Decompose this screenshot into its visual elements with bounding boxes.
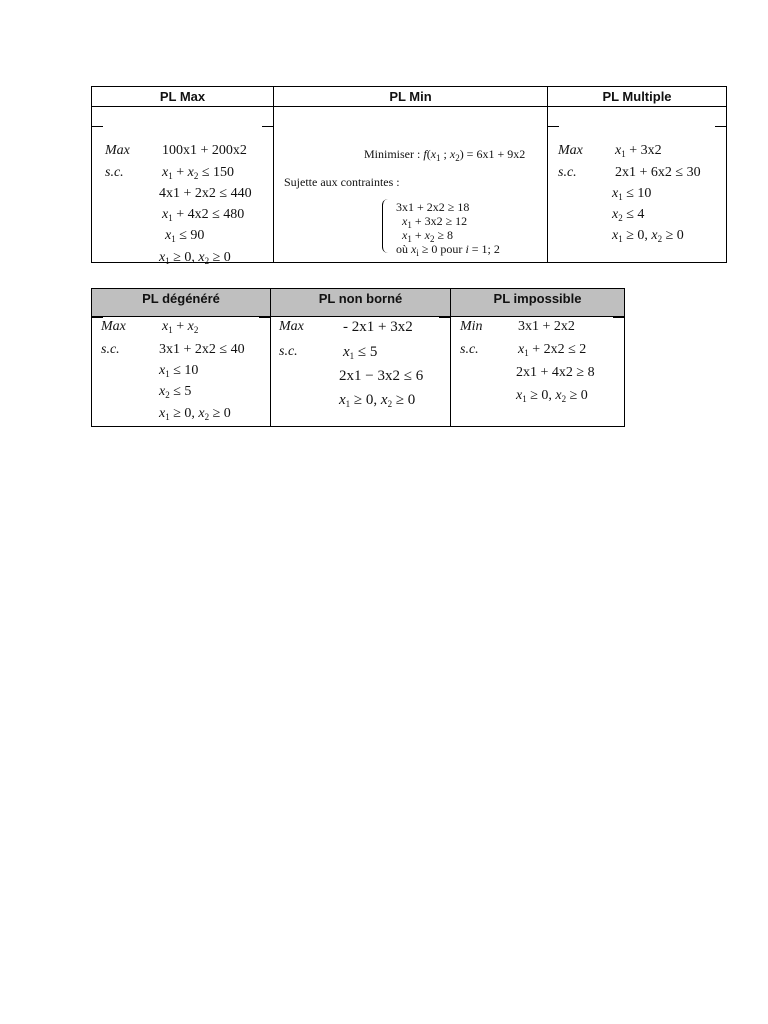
constraint: $x_1 \le 10$ — [159, 363, 199, 379]
header-pl-min: PL Min — [274, 87, 548, 107]
corner-tick — [262, 126, 274, 127]
content-row — [92, 317, 625, 427]
constraint: $x_1 \ge 0$, $x_2 \ge 0$ — [159, 250, 231, 266]
header-pl-degenere: PL dégénéré — [92, 289, 271, 317]
cell-pl-max — [92, 107, 274, 266]
cell-pl-degenere — [92, 317, 271, 427]
sc-label: s.c. — [101, 342, 120, 357]
max-label: Max — [279, 319, 304, 334]
constraint: 3x1 + 2x2 ≤ 40 — [159, 342, 245, 357]
constraint: $x_1 + 3x2 \ge 12$ — [402, 214, 468, 230]
constraint: 2x1 + 6x2 ≤ 30 — [615, 165, 701, 180]
corner-tick — [613, 317, 625, 318]
sc-label: s.c. — [105, 165, 124, 180]
lp-table-bottom — [91, 288, 625, 427]
constraint: $x_1 + x_2 \le 150$ — [162, 165, 235, 181]
lp-table-top — [91, 86, 727, 266]
constraint: $x_1 \ge 0$, $x_2 \ge 0$ — [612, 228, 684, 244]
max-label: Max — [105, 143, 130, 158]
constraint: $x_1 + x_2 \ge 8$ — [402, 228, 454, 244]
sc-label: s.c. — [279, 344, 298, 359]
sc-label: s.c. — [460, 342, 479, 357]
constraint: $x_2 \le 5$ — [159, 384, 192, 400]
header-pl-non-borne: PL non borné — [271, 289, 451, 317]
corner-tick — [547, 126, 559, 127]
constraint: $x_2 \le 4$ — [612, 207, 645, 223]
cell-pl-non-borne — [271, 317, 451, 427]
header-row — [92, 87, 727, 107]
objective: 3x1 + 2x2 — [518, 319, 575, 334]
content-row — [92, 107, 727, 263]
max-label: Max — [101, 319, 126, 334]
brace — [382, 199, 389, 253]
header-row — [92, 289, 625, 317]
constraint: $x_1 \le 5$ — [343, 344, 378, 361]
corner-tick — [91, 126, 103, 127]
cell-pl-min — [274, 107, 548, 263]
corner-tick — [715, 126, 727, 127]
constraint: 3x1 + 2x2 ≥ 18 — [396, 200, 470, 214]
corner-tick — [259, 317, 271, 318]
objective: $x_1 + x_2$ — [162, 319, 199, 335]
min-label: Min — [460, 319, 483, 334]
objective: 100x1 + 200x2 — [162, 143, 247, 158]
constraint: $x_1 \ge 0$, $x_2 \ge 0$ — [339, 392, 416, 409]
header-pl-multiple: PL Multiple — [548, 87, 727, 107]
constraint: $x_1 \ge 0$, $x_2 \ge 0$ — [516, 388, 588, 404]
constraint: 2x1 − 3x2 ≤ 6 — [339, 368, 424, 384]
constraint: où $x_i \ge 0$ pour i = 1; 2 — [396, 242, 500, 258]
header-pl-impossible: PL impossible — [451, 289, 625, 317]
subject-label: Sujette aux contraintes : — [284, 175, 400, 189]
cell-pl-multiple — [548, 107, 727, 263]
corner-tick — [91, 317, 103, 318]
cell-pl-impossible — [451, 317, 625, 427]
constraint: $x_1 \le 90$ — [165, 228, 205, 244]
corner-tick — [439, 317, 451, 318]
max-label: Max — [558, 143, 583, 158]
objective: $x_1 + 3x2$ — [615, 143, 662, 159]
constraint: 4x1 + 2x2 ≤ 440 — [159, 186, 252, 201]
constraint: $x_1 + 2x2 \le 2$ — [518, 342, 587, 358]
constraint: $x_1 \le 10$ — [612, 186, 652, 202]
sc-label: s.c. — [558, 165, 577, 180]
objective: Minimiser : $f(x_1$ ; $x_2) = 6x1 + 9x2$ — [364, 147, 526, 163]
constraint: $x_1 + 4x2 \le 480$ — [162, 207, 245, 223]
constraint: 2x1 + 4x2 ≥ 8 — [516, 365, 595, 380]
objective: - 2x1 + 3x2 — [343, 319, 413, 335]
header-pl-max: PL Max — [92, 87, 274, 107]
constraint: $x_1 \ge 0$, $x_2 \ge 0$ — [159, 406, 231, 422]
